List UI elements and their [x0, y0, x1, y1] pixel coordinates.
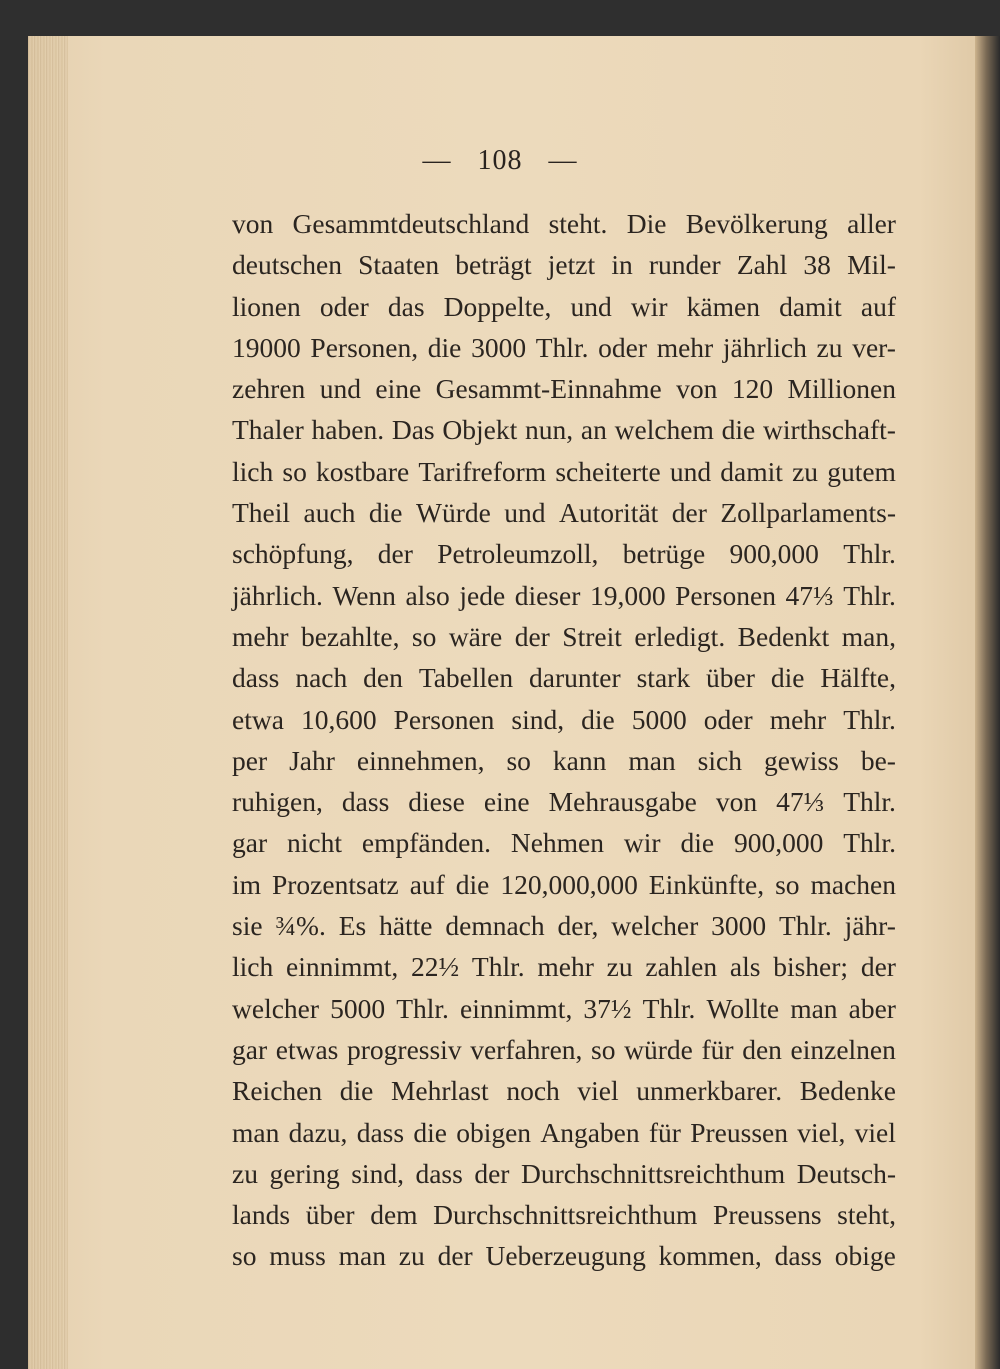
word: dem: [370, 1199, 418, 1231]
word: der: [514, 620, 550, 652]
word: obige: [834, 1240, 896, 1272]
word: und: [570, 290, 612, 322]
word: Wenn: [332, 579, 396, 611]
word: Thlr.: [843, 703, 896, 735]
word: Bedenke: [799, 1075, 896, 1107]
word: von: [715, 786, 758, 818]
word: den: [363, 662, 403, 694]
word: aber: [848, 992, 896, 1024]
word: für: [701, 1033, 734, 1065]
word: Gesammtdeutschland: [292, 208, 530, 239]
word: Thaler: [232, 414, 304, 446]
word: dazu,: [288, 1116, 348, 1148]
word: wir: [630, 290, 668, 322]
word: Preussen: [690, 1116, 788, 1148]
word: zehren: [232, 373, 306, 405]
text-line: [232, 1153, 896, 1194]
word: Theil: [232, 497, 291, 529]
text-line: [232, 203, 896, 244]
word: sie: [232, 910, 263, 942]
word: Thlr.: [471, 951, 525, 983]
word: damit: [720, 455, 783, 487]
word: Hälfte,: [820, 662, 896, 694]
page-header: [0, 145, 1000, 177]
word: Mehrlast: [390, 1075, 489, 1107]
text-line: [232, 657, 896, 698]
word: zu: [816, 331, 843, 363]
word: Durchschnittsreichthum: [520, 1157, 786, 1189]
word: einzelnen: [790, 1033, 896, 1065]
word: und: [669, 455, 712, 487]
text-line: [232, 286, 896, 327]
word: runder: [648, 249, 721, 281]
word: mehr: [769, 703, 827, 735]
word: 5000: [631, 703, 687, 735]
word: Deutsch-: [796, 1157, 896, 1189]
word: mehr: [537, 951, 594, 983]
word: so: [411, 620, 437, 652]
word: lands: [232, 1199, 291, 1231]
word: über: [305, 1199, 355, 1231]
word: etwa: [232, 703, 284, 735]
word: muss: [269, 1240, 326, 1272]
word: steht.: [548, 208, 608, 239]
word: im: [232, 868, 262, 900]
word: ¾%.: [275, 910, 326, 942]
word: 900,000: [733, 827, 824, 859]
text-line: [232, 1235, 896, 1276]
word: Das: [391, 414, 435, 446]
word: Tarifreform: [418, 455, 547, 487]
word: jetzt: [547, 249, 596, 281]
word: Wollte: [706, 992, 780, 1024]
word: jährlich.: [232, 579, 323, 611]
word: so: [506, 744, 531, 776]
word: dass: [774, 1240, 822, 1272]
word: Es: [338, 910, 367, 942]
word: der: [437, 1240, 473, 1272]
word: kostbare: [316, 455, 410, 487]
word: kann: [552, 744, 607, 776]
word: Thlr.: [779, 910, 832, 942]
word: kommen,: [658, 1240, 762, 1272]
word: man,: [841, 620, 896, 652]
word: 900,000: [729, 538, 819, 570]
word: Staaten: [358, 249, 440, 281]
word: stark: [636, 662, 691, 694]
word: auch: [303, 497, 356, 529]
word: welcher: [611, 910, 699, 942]
word: Tabellen: [418, 662, 514, 694]
word: Reichen: [232, 1075, 323, 1107]
word: und: [319, 373, 361, 405]
word: einnimmt,: [286, 951, 399, 983]
word: diese: [408, 786, 465, 818]
word: eine: [483, 786, 530, 818]
word: die: [413, 1116, 447, 1148]
word: Autorität: [559, 497, 659, 529]
word: zu: [792, 455, 819, 487]
page-stack-edges: [28, 36, 68, 1369]
word: sich: [697, 744, 742, 776]
word: 19000: [232, 331, 301, 363]
text-line: [232, 781, 896, 822]
word: also: [405, 579, 450, 611]
word: einnehmen,: [356, 744, 485, 776]
word: dass: [341, 786, 390, 818]
word: Mil-: [847, 249, 896, 281]
word: Prozentsatz: [271, 868, 399, 900]
text-line: [232, 368, 896, 409]
header-dash-left: —: [422, 145, 452, 176]
word: Jahr: [289, 744, 335, 776]
word: Gesammt-Einnahme: [435, 373, 662, 405]
word: sind,: [511, 703, 565, 735]
word: Personen: [393, 703, 495, 735]
word: gering: [269, 1157, 340, 1189]
text-line: [232, 740, 896, 781]
word: gar: [232, 1033, 268, 1065]
word: bisher;: [773, 951, 849, 983]
word: aller: [847, 208, 896, 239]
word: von: [676, 373, 718, 405]
word: zu: [606, 951, 633, 983]
word: man: [790, 992, 838, 1024]
word: die: [680, 827, 715, 859]
word: dass: [232, 662, 280, 694]
word: Nehmen: [510, 827, 605, 859]
text-line: [232, 1194, 896, 1235]
word: obigen: [456, 1116, 532, 1148]
word: erledigt.: [634, 620, 726, 652]
word: nach: [295, 662, 348, 694]
word: per: [232, 744, 268, 776]
word: lich: [232, 455, 274, 487]
word: jähr-: [844, 910, 896, 942]
word: der: [860, 951, 896, 983]
word: 22½: [411, 951, 460, 983]
word: be-: [860, 744, 896, 776]
word: in: [611, 249, 633, 281]
word: zahlen: [645, 951, 718, 983]
word: Objekt: [442, 414, 518, 446]
word: und: [504, 497, 546, 529]
word: Einkünfte,: [648, 868, 765, 900]
word: von: [232, 208, 274, 239]
word: welcher: [232, 992, 320, 1024]
word: viel: [854, 1116, 896, 1148]
word: 47⅓: [785, 579, 834, 611]
text-line: [232, 492, 896, 533]
word: dass: [356, 1116, 405, 1148]
word: zu: [398, 1240, 425, 1272]
word: 120: [731, 373, 774, 405]
word: würde: [624, 1033, 693, 1065]
word: das: [387, 290, 425, 322]
text-line: [232, 905, 896, 946]
word: so: [282, 455, 307, 487]
word: unmerkbarer.: [636, 1075, 783, 1107]
word: Personen: [675, 579, 776, 611]
word: mehr: [232, 620, 289, 652]
word: die: [770, 662, 805, 694]
word: bezahlte,: [300, 620, 400, 652]
word: 19,000: [589, 579, 666, 611]
word: Thlr.: [642, 992, 696, 1024]
word: viel: [577, 1075, 619, 1107]
word: ruhigen,: [232, 786, 323, 818]
word: der: [671, 497, 707, 529]
word: die: [455, 868, 490, 900]
word: Doppelte,: [443, 290, 552, 322]
word: der,: [557, 910, 599, 942]
word: so: [591, 1033, 616, 1065]
word: die: [581, 703, 615, 735]
word: 5000: [330, 992, 386, 1024]
word: dieser: [514, 579, 581, 611]
word: Thlr.: [843, 786, 896, 818]
word: Zollparlaments-: [720, 497, 896, 529]
word: demnach: [445, 910, 545, 942]
word: dass: [415, 1157, 463, 1189]
text-line: [232, 616, 896, 657]
word: betrüge: [622, 538, 706, 570]
word: man: [628, 744, 676, 776]
word: 120,000,000: [500, 868, 638, 900]
word: die: [339, 1075, 374, 1107]
word: damit: [779, 290, 842, 322]
word: Ueberzeugung: [485, 1240, 646, 1272]
word: lich: [232, 951, 274, 983]
word: scheiterte: [555, 455, 661, 487]
word: 3000: [471, 331, 527, 363]
text-line: [232, 1112, 896, 1153]
word: gewiss: [763, 744, 839, 776]
word: Angaben: [540, 1116, 640, 1148]
word: schöpfung,: [232, 538, 354, 570]
word: machen: [810, 868, 896, 900]
word: Durchschnittsreichthum: [433, 1199, 698, 1231]
word: wir: [623, 827, 661, 859]
text-line: [232, 1029, 896, 1070]
word: 37½: [583, 992, 632, 1024]
word: eine: [375, 373, 422, 405]
word: die: [721, 414, 756, 446]
word: 38: [803, 249, 831, 281]
word: auf: [409, 868, 445, 900]
word: an: [580, 414, 607, 446]
word: zu: [232, 1157, 258, 1189]
word: den: [742, 1033, 782, 1065]
word: empfänden.: [361, 827, 491, 859]
word: verfahren,: [470, 1033, 583, 1065]
word: Thlr.: [843, 827, 896, 859]
word: Millionen: [787, 373, 896, 405]
word: deutschen: [232, 249, 342, 281]
word: nun,: [525, 414, 574, 446]
binding-shadow: [975, 36, 1000, 1369]
word: einnimmt,: [460, 992, 573, 1024]
word: als: [729, 951, 761, 983]
word: gar: [232, 827, 268, 859]
word: auf: [860, 290, 896, 322]
word: Preussens: [713, 1199, 822, 1231]
word: man: [232, 1116, 280, 1148]
text-line: [232, 244, 896, 285]
word: der: [377, 538, 413, 570]
word: Bedenkt: [737, 620, 830, 652]
text-line: [232, 575, 896, 616]
word: Streit: [562, 620, 622, 652]
text-line: [232, 946, 896, 987]
text-line: [232, 533, 896, 574]
word: progressiv: [347, 1033, 462, 1065]
word: wäre: [448, 620, 503, 652]
word: oder: [598, 331, 648, 363]
word: sind,: [351, 1157, 404, 1189]
text-line: [232, 451, 896, 492]
word: die: [427, 331, 462, 363]
word: Thlr.: [843, 538, 896, 570]
word: Zahl: [736, 249, 788, 281]
word: für: [648, 1116, 681, 1148]
word: hätte: [379, 910, 433, 942]
word: Thlr.: [535, 331, 589, 363]
word: über: [706, 662, 755, 694]
word: Thlr.: [843, 579, 896, 611]
word: lionen: [232, 290, 301, 322]
word: Die: [626, 208, 667, 239]
word: so: [775, 868, 800, 900]
word: noch: [506, 1075, 560, 1107]
word: nicht: [287, 827, 343, 859]
text-line: [232, 699, 896, 740]
header-dash-right: —: [548, 145, 578, 176]
word: oder: [703, 703, 753, 735]
word: die: [368, 497, 403, 529]
text-line: [232, 864, 896, 905]
word: ver-: [852, 331, 896, 363]
word: 10,600: [300, 703, 377, 735]
word: jährlich: [722, 331, 807, 363]
page-number: 108: [477, 145, 523, 176]
word: der: [474, 1157, 510, 1189]
word: Thlr.: [396, 992, 449, 1024]
word: haben.: [311, 414, 385, 446]
word: viel,: [797, 1116, 846, 1148]
body-text: [232, 203, 896, 1277]
word: gutem: [827, 455, 896, 487]
word: 3000: [711, 910, 767, 942]
text-line: [232, 327, 896, 368]
word: Mehrausgabe: [548, 786, 697, 818]
text-line: [232, 822, 896, 863]
word: jede: [459, 579, 506, 611]
word: welchem: [614, 414, 714, 446]
word: oder: [319, 290, 369, 322]
word: man: [338, 1240, 386, 1272]
text-line: [232, 988, 896, 1029]
word: Würde: [415, 497, 491, 529]
word: etwas: [275, 1033, 339, 1065]
word: wirthschaft-: [763, 414, 896, 446]
word: Bevölkerung: [685, 208, 828, 239]
word: Personen,: [310, 331, 419, 363]
word: mehr: [656, 331, 714, 363]
text-line: [232, 409, 896, 450]
word: so: [232, 1240, 257, 1272]
scanner-top-edge: [0, 0, 1000, 40]
word: beträgt: [455, 249, 532, 281]
word: kämen: [686, 290, 760, 322]
word: steht,: [837, 1199, 896, 1231]
word: Petroleumzoll,: [437, 538, 599, 570]
word: 47⅓: [776, 786, 825, 818]
word: darunter: [529, 662, 621, 694]
text-line: [232, 1070, 896, 1111]
